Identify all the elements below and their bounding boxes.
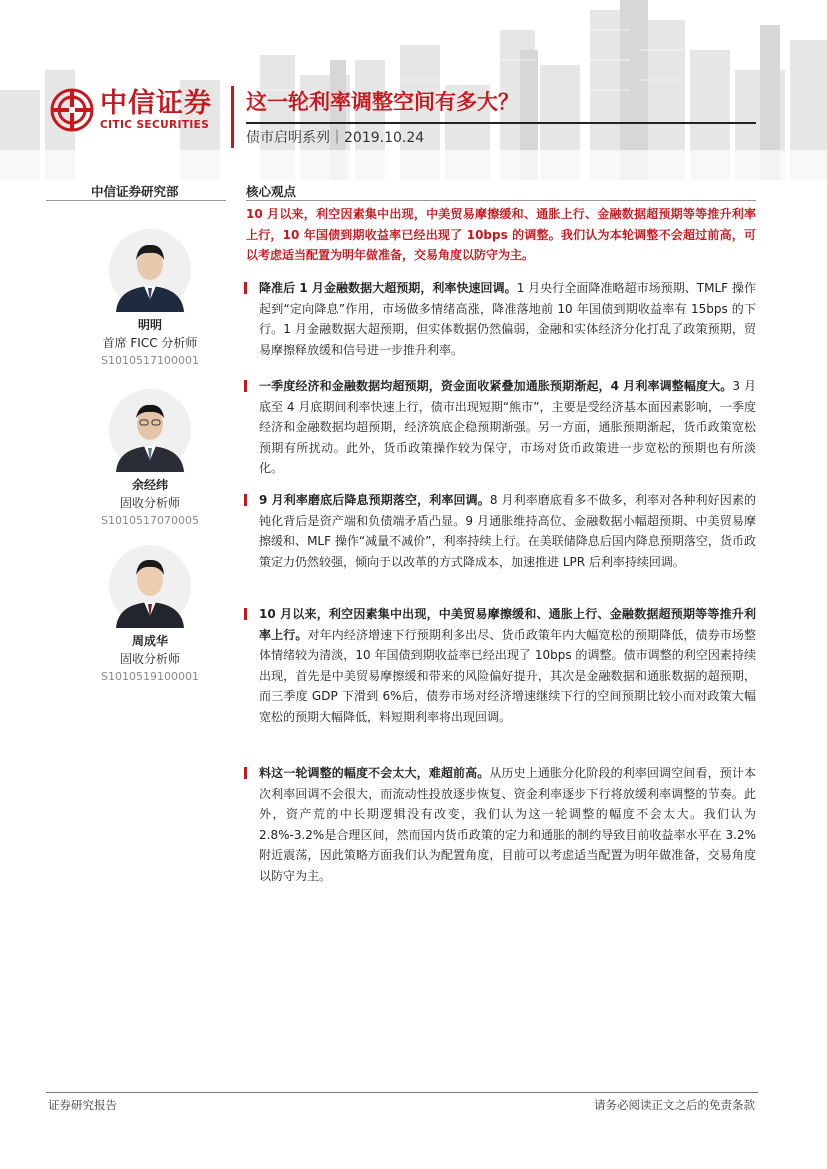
analyst-card (90, 228, 210, 369)
analyst-name: 明明 (137, 318, 162, 332)
analyst-card (90, 544, 210, 685)
key-point-text: 1 月央行全面降准略超市场预期、TMLF 操作起到“定向降息”作用，市场做多情绪高涨，降准落地前 10 年国债到期收益率有 15bps 的下行。1 月金融数据大超预期，但实体数据仍然偏弱，金融和实体经济分化打乱了政策预期，贸易摩擦释放缓和信号进一步推升利率。 (259, 281, 756, 357)
analyst-name: 周成华 (131, 634, 168, 648)
page-title: 这一轮利率调整空间有多大？ (246, 90, 519, 114)
department-label: 中信证券研究部 (91, 184, 179, 199)
analyst-role: 固收分析师 (119, 496, 180, 510)
analyst-avatar-icon (108, 228, 192, 312)
bullet-marker (244, 767, 247, 779)
key-point (244, 604, 756, 727)
key-point (244, 763, 756, 886)
analyst-role: 固收分析师 (119, 652, 180, 666)
analyst-license-id: S1010519100001 (101, 670, 199, 683)
key-point (244, 376, 756, 479)
bullet-marker (244, 282, 247, 294)
core-heading: 核心观点 (246, 184, 297, 199)
sidebar-divider (46, 200, 226, 201)
key-point (244, 490, 756, 572)
analyst-license-id: S1010517100001 (101, 354, 199, 367)
page-subtitle: 债市启明系列｜2019.10.24 (246, 130, 425, 146)
footer-report-type: 证券研究报告 (48, 1098, 117, 1112)
bullet-marker (244, 494, 247, 506)
analyst-license-id: S1010517070005 (101, 514, 199, 527)
key-point-lead: 9 月利率磨底后降息预期落空，利率回调。 (259, 493, 490, 507)
bullet-marker (244, 608, 247, 620)
footer-disclaimer-note: 请务必阅读正文之后的免责条款 (594, 1098, 755, 1112)
key-point-text: 从历史上通胀分化阶段的利率回调空间看，预计本次利率回调不会很大，而流动性投放逐步恢复、资金利率逐步下行将放缓利率调整的节奏。此外，资产荒的中长期逻辑没有改变，我们认为这一轮调整的幅度不会太大。我们认为 2.8%-3.2%是合理区间，然而国内货币政策的定力和通胀的制约导致目前收益率水平在 3.2%附近震荡，因此策略方面我们认为配置角度，目前可以考虑适当配置为明年做准备，交易角度以防守为主。 (259, 766, 756, 883)
analyst-avatar-icon (108, 388, 192, 472)
brand-name-cn: 中信证券 (100, 88, 212, 119)
bullet-marker (244, 380, 247, 392)
title-divider (246, 122, 756, 124)
core-divider (246, 200, 756, 201)
brand-logo (50, 88, 212, 132)
core-summary: 10 月以来，利空因素集中出现，中美贸易摩擦缓和、通胀上行、金融数据超预期等等推升利率上行，10 年国债到期收益率已经出现了 10bps 的调整。我们认为本轮调整不会超过前高，可以考虑适当配置为明年做准备，交易角度以防守为主。 (246, 207, 756, 262)
key-point-lead: 降准后 1 月金融数据大超预期，利率快速回调。 (259, 281, 517, 295)
key-point-lead: 一季度经济和金融数据均超预期，资金面收紧叠加通胀预期渐起，4 月利率调整幅度大。 (259, 379, 733, 393)
brand-name-en: CITIC SECURITIES (100, 119, 210, 131)
key-point-lead: 料这一轮调整的幅度不会太大，难超前高。 (259, 766, 490, 780)
key-point-text: 对年内经济增速下行预期利多出尽、货币政策年内大幅宽松的预期降低，债券市场整体情绪较为清淡，10 年国债到期收益率已经出现了 10bps 的调整。债市调整的利空因素持续出现，首先是中美贸易摩擦缓和带来的风险偏好提升，其次是金融数据和通胀数据的超预期，而三季度 GDP 下滑到 6%后，债券市场对经济增速继续下行的空间预期比较小而对政策大幅宽松的预期大幅降低，料短期利率将出现回调。 (259, 627, 756, 724)
title-accent-bar (231, 86, 234, 148)
key-point-lead: 10 月以来，利空因素集中出现，中美贸易摩擦缓和、通胀上行、金融数据超预期等等推升利率上行。 (259, 607, 756, 642)
footer-divider (46, 1092, 758, 1093)
analyst-role: 首席 FICC 分析师 (102, 336, 198, 350)
analyst-card (90, 388, 210, 529)
key-point-text: 8 月利率磨底看多不做多，利率对各种利好因素的钝化背后是资产端和负债端矛盾凸显。9 月通胀维持高位、金融数据小幅超预期、中美贸易摩擦缓和、MLF 操作“减量不减价”，利率持续上行。在美联储降息后国内降息预期落空，货币政策定力仍然较强，倾向于以改革的方式降成本，加速推进 LPR 后利率持续回调。 (259, 493, 757, 569)
key-point-text: 3 月底至 4 月底期间利率快速上行，债市出现短期“熊市”，主要是受经济基本面因素影响，一季度经济和金融数据均超预期，经济筑底企稳预期渐强。另一方面，通胀预期渐起，货币政策宽松预期有所扰动。此外，货币政策操作较为保守，市场对货币政策进一步宽松的预期也有所淡化。 (259, 379, 756, 475)
analyst-avatar-icon (108, 544, 192, 628)
citic-logo-icon (50, 88, 94, 132)
key-point (244, 278, 756, 360)
analyst-name: 余经纬 (131, 478, 168, 492)
